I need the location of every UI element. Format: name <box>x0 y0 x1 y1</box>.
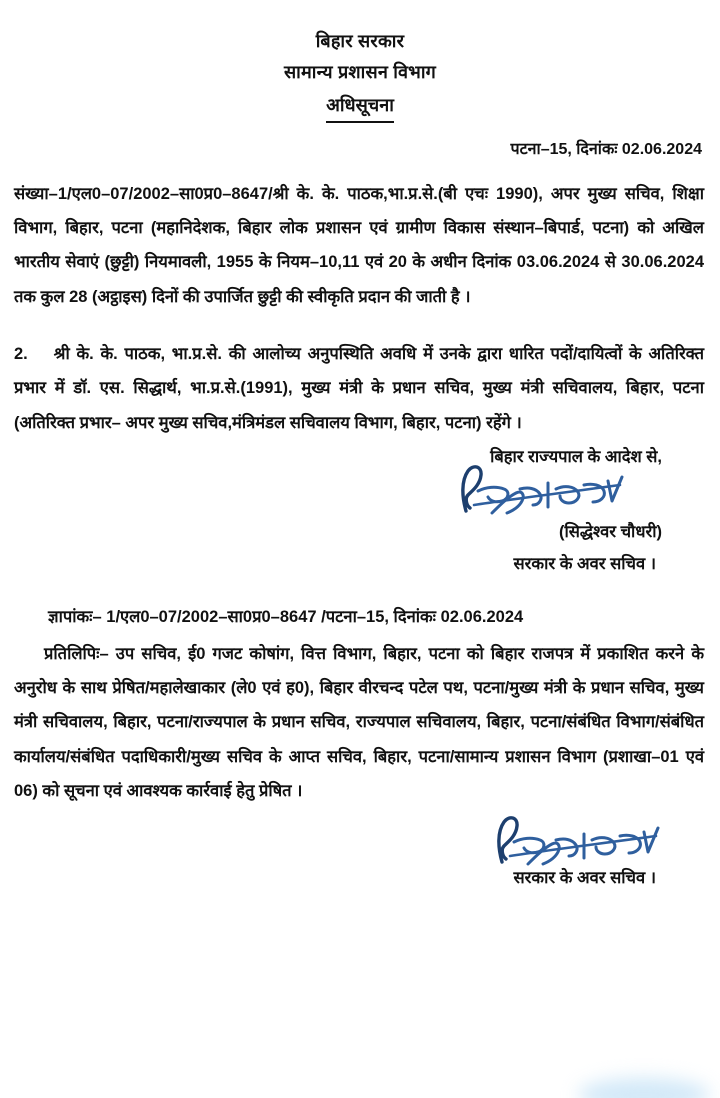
secondary-signatory-designation: सरकार के अवर सचिव । <box>513 869 656 888</box>
paragraph-one: संख्या–1/एल0–07/2002–सा0प्र0–8647/श्री के. के. पाठक,भा.प्र.से.(बी एचः 1990), अपर मुख्य सचिव, शिक्षा विभाग, बिहार, पटना (महानिदेशक, बिहार लोक प्रशासन एवं ग्रामीण विकास संस्थान–बिपार्ड, पटना) को अखिल भारतीय सेवाएं (छुट्टी) नियमावली, 1955 के नियम–10,11 एवं 20 के अधीन दिनांक 03.06.2024 से 30.06.2024 तक कुल 28 (अट्ठाइस) दिनों की उपार्जित छुट्टी की स्वीकृति प्रदान की जाती है । <box>14 184 704 306</box>
signatory-designation: सरकार के अवर सचिव । <box>513 554 656 573</box>
document-header <box>0 0 720 123</box>
department-name: सामान्य प्रशासन विभाग <box>283 61 437 82</box>
government-name: बिहार सरकार <box>315 31 405 51</box>
signature-block-secondary <box>14 810 704 906</box>
signature-area <box>14 467 662 523</box>
paragraph-two <box>14 337 704 440</box>
signature-block-primary <box>14 444 704 574</box>
document-body <box>14 177 704 907</box>
scan-artifact <box>578 1078 710 1098</box>
copy-recipients-text: उप सचिव, ई0 गजट कोषांग, वित्त विभाग, बिहार, पटना को बिहार राजपत्र में प्रकाशित करने के अनुरोध के साथ प्रेषित/महालेखाकार (ले0 एवं ह0), बिहार वीरचन्द पटेल पथ, पटना/मुख्य मंत्री के प्रधान सचिव, मुख्य मंत्री सचिवालय, बिहार, पटना/राज्यपाल के प्रधान सचिव, राज्यपाल सचिवालय, बिहार, पटना/संबंधित विभाग/संबंधित कार्यालय/संबंधित पदाधिकारी/मुख्य सचिव के आप्त सचिव, बिहार, पटना/सामान्य प्रशासन विभाग (प्रशाखा–01 एवं 06) को सूचना एवं आवश्यक कार्रवाई हेतु प्रेषित । <box>14 644 704 801</box>
memo-number-line: ज्ञापांकः– 1/एल0–07/2002–सा0प्र0–8647 /पटना–15, दिनांकः 02.06.2024 <box>48 607 524 626</box>
copy-label: प्रतिलिपिः– <box>44 644 109 663</box>
document-type-title: अधिसूचना <box>326 92 394 123</box>
copy-distribution-paragraph <box>14 637 704 809</box>
place-and-date: पटना–15, दिनांकः 02.06.2024 <box>510 140 702 158</box>
signatory-name: (सिद्धेश्वर चौधरी) <box>558 522 662 541</box>
paragraph-two-text: श्री के. के. पाठक, भा.प्र.से. की आलोच्य अनुपस्थिति अवधि में उनके द्वारा धारित पदों/दायित्वों के अतिरिक्त प्रभार में डॉ. एस. सिद्धार्थ, भा.प्र.से.(1991), मुख्य मंत्री के प्रधान सचिव, मुख्य मंत्री सचिवालय, बिहार, पटना (अतिरिक्त प्रभार– अपर मुख्य सचिव,मंत्रिमंडल सचिवालय विभाग, बिहार, पटना) रहेंगे । <box>14 344 704 432</box>
paragraph-two-number: 2. <box>14 344 28 363</box>
handwritten-signature-icon <box>452 461 632 523</box>
by-order-of-governor-line: बिहार राज्यपाल के आदेश से, <box>490 447 662 466</box>
